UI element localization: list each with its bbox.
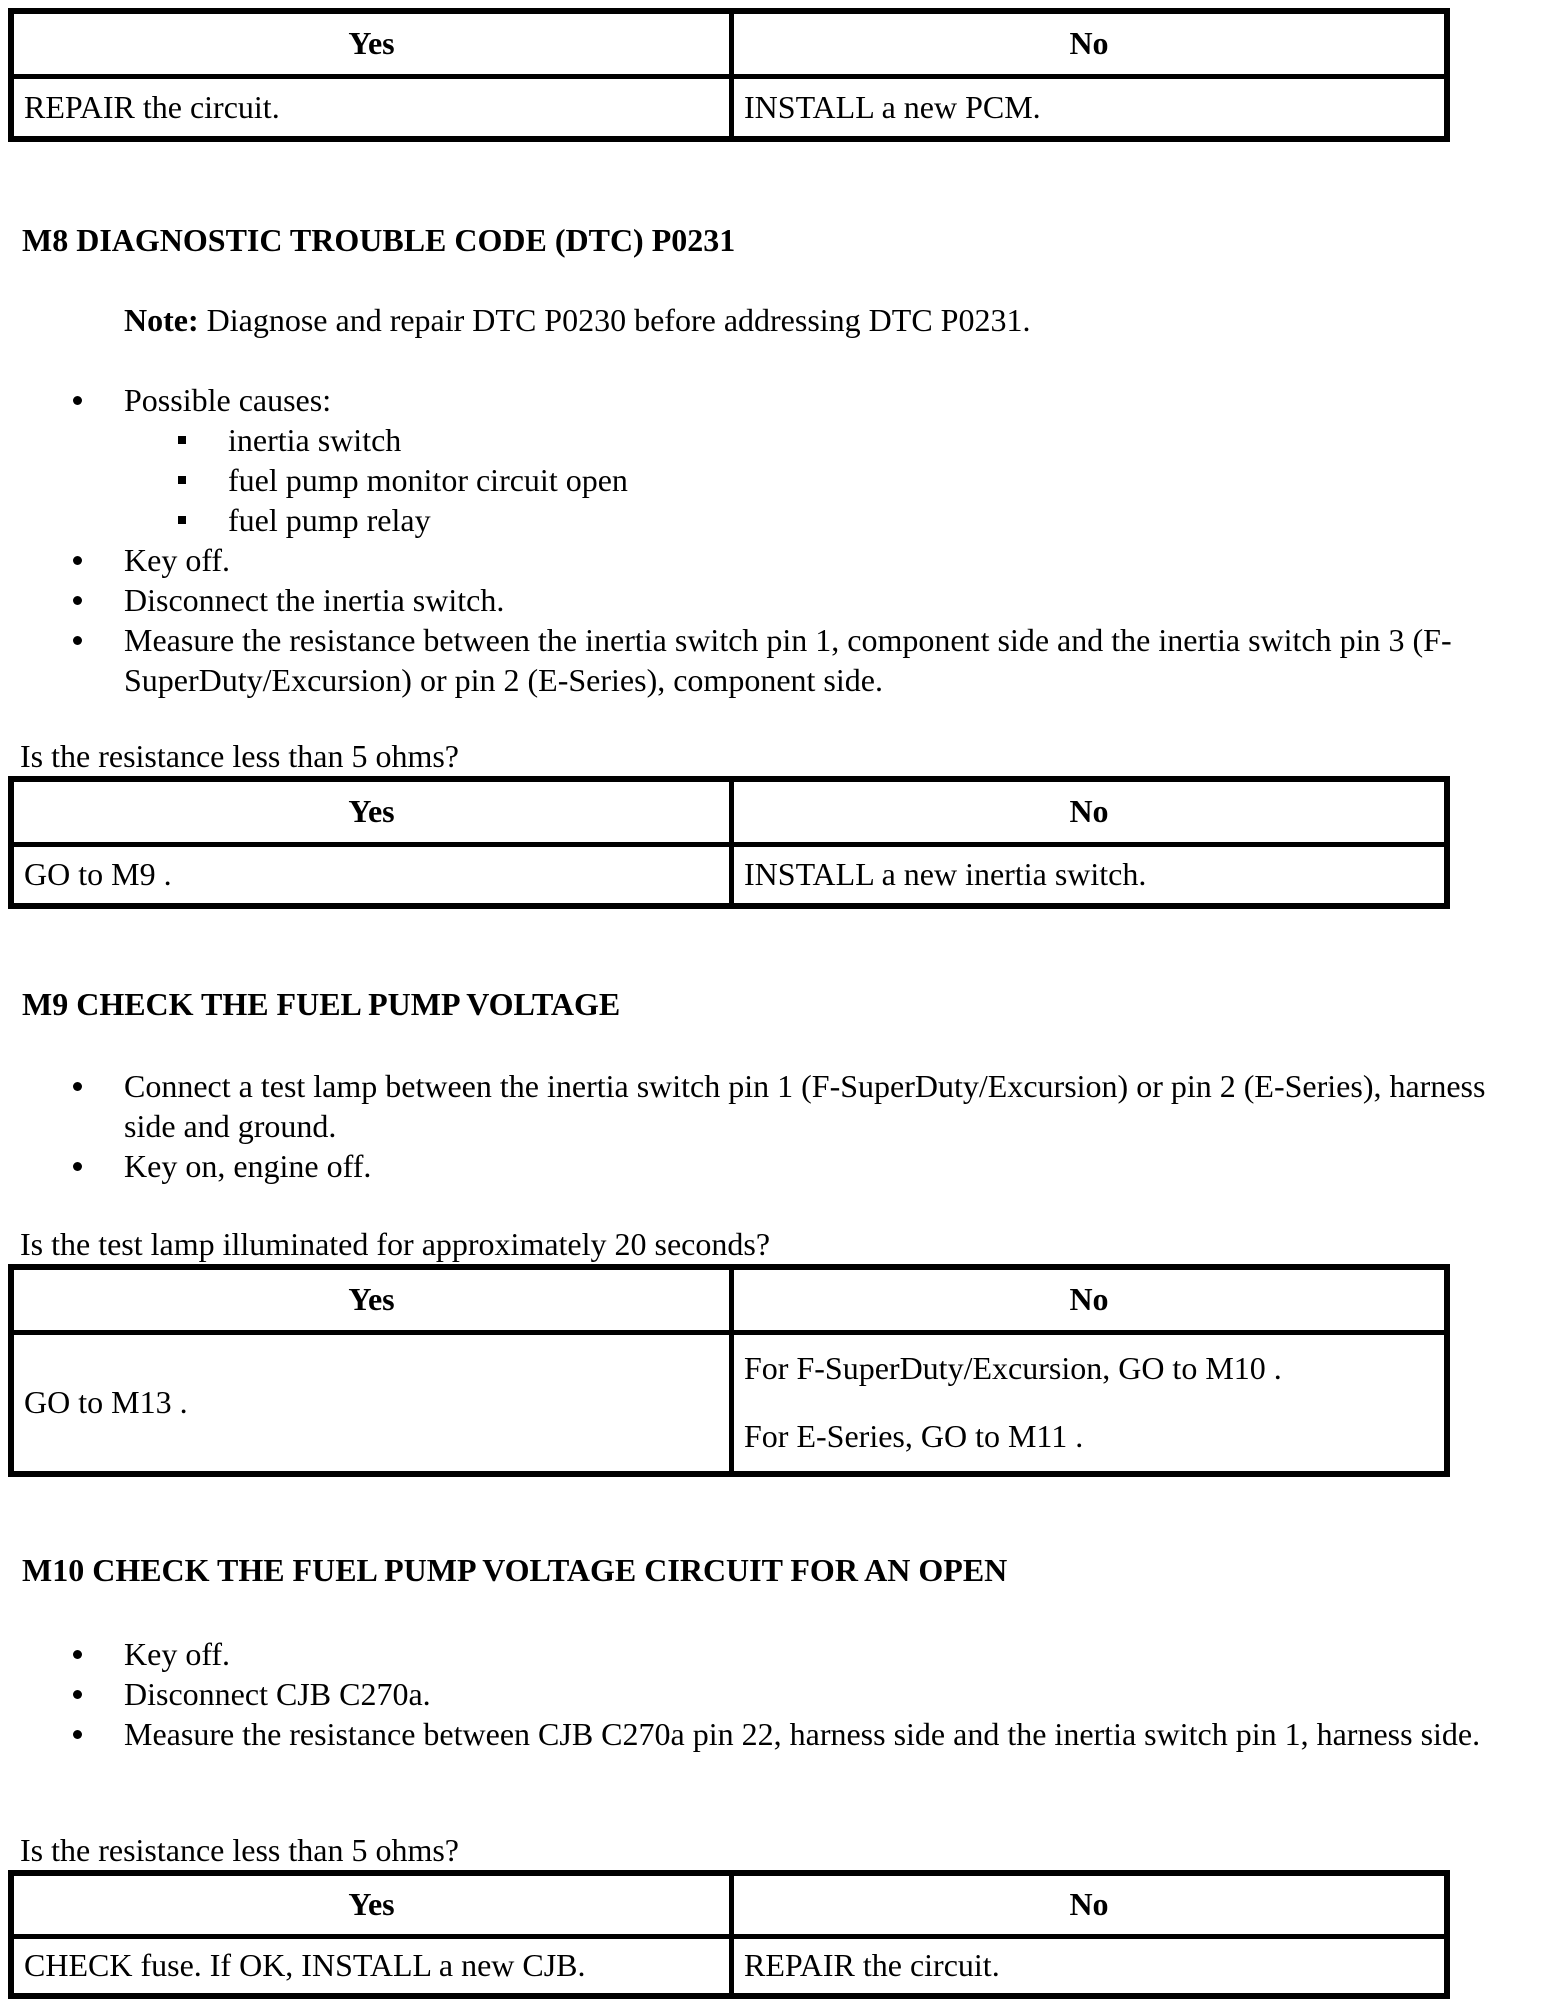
cause-item: inertia switch <box>124 420 1560 460</box>
m8-question: Is the resistance less than 5 ohms? <box>20 738 459 774</box>
no-action: INSTALL a new PCM. <box>729 79 1444 136</box>
yes-header: Yes <box>348 1886 395 1923</box>
yes-action: GO to M9 . <box>24 856 172 893</box>
possible-causes-label: Possible causes: <box>124 382 332 418</box>
list-item <box>0 380 1560 540</box>
m10-question: Is the resistance less than 5 ohms? <box>20 1832 459 1868</box>
no-header: No <box>729 782 1444 842</box>
list-item: Disconnect the inertia switch. <box>0 580 1560 620</box>
note-text: Diagnose and repair DTC P0230 before addressing DTC P0231. <box>198 302 1031 338</box>
m8-result-table <box>8 776 1450 909</box>
no-action-eseries: For E-Series, GO to M11 . <box>744 1418 1084 1455</box>
no-header: No <box>729 1876 1444 1934</box>
yes-header: Yes <box>348 25 395 62</box>
list-item: Key on, engine off. <box>0 1146 1500 1186</box>
m9-steps <box>0 1066 1500 1186</box>
m8-steps <box>0 380 1560 700</box>
list-item: Measure the resistance between CJB C270a pin 22, harness side and the inertia switch pin 1, harness side. <box>0 1714 1540 1754</box>
m9-heading: M9 CHECK THE FUEL PUMP VOLTAGE <box>22 986 621 1022</box>
m9-question: Is the test lamp illuminated for approximately 20 seconds? <box>20 1226 771 1262</box>
no-actions <box>729 1335 1444 1471</box>
note-label: Note: <box>124 302 199 338</box>
m10-heading: M10 CHECK THE FUEL PUMP VOLTAGE CIRCUIT FOR AN OPEN <box>22 1552 1008 1588</box>
cause-item: fuel pump monitor circuit open <box>124 460 1560 500</box>
yes-header: Yes <box>348 793 395 830</box>
cause-item: fuel pump relay <box>124 500 1560 540</box>
possible-causes-list <box>124 420 1560 540</box>
m8-note <box>124 302 1030 339</box>
m8-heading: M8 DIAGNOSTIC TROUBLE CODE (DTC) P0231 <box>22 222 736 258</box>
yes-action: CHECK fuse. If OK, INSTALL a new CJB. <box>24 1947 586 1984</box>
m9-result-table <box>8 1264 1450 1477</box>
no-action-superduty: For F-SuperDuty/Excursion, GO to M10 . <box>744 1350 1282 1387</box>
no-header: No <box>729 14 1444 74</box>
list-item: Disconnect CJB C270a. <box>0 1674 1540 1714</box>
no-action: INSTALL a new inertia switch. <box>729 847 1444 903</box>
no-action: REPAIR the circuit. <box>729 1939 1444 1993</box>
list-item: Measure the resistance between the inertia switch pin 1, component side and the inertia switch pin 3 (F-SuperDuty/Excursion) or pin 2 (E-Series), component side. <box>0 620 1560 700</box>
yes-action: GO to M13 . <box>24 1384 188 1421</box>
m10-result-table <box>8 1870 1450 1999</box>
list-item: Key off. <box>0 1634 1540 1674</box>
list-item: Key off. <box>0 540 1560 580</box>
no-header: No <box>729 1270 1444 1330</box>
list-item: Connect a test lamp between the inertia switch pin 1 (F-SuperDuty/Excursion) or pin 2 (E-Series), harness side and ground. <box>0 1066 1500 1146</box>
yes-action: REPAIR the circuit. <box>24 88 280 125</box>
m10-steps <box>0 1634 1540 1754</box>
result-table-previous <box>8 8 1450 142</box>
yes-header: Yes <box>348 1281 395 1318</box>
